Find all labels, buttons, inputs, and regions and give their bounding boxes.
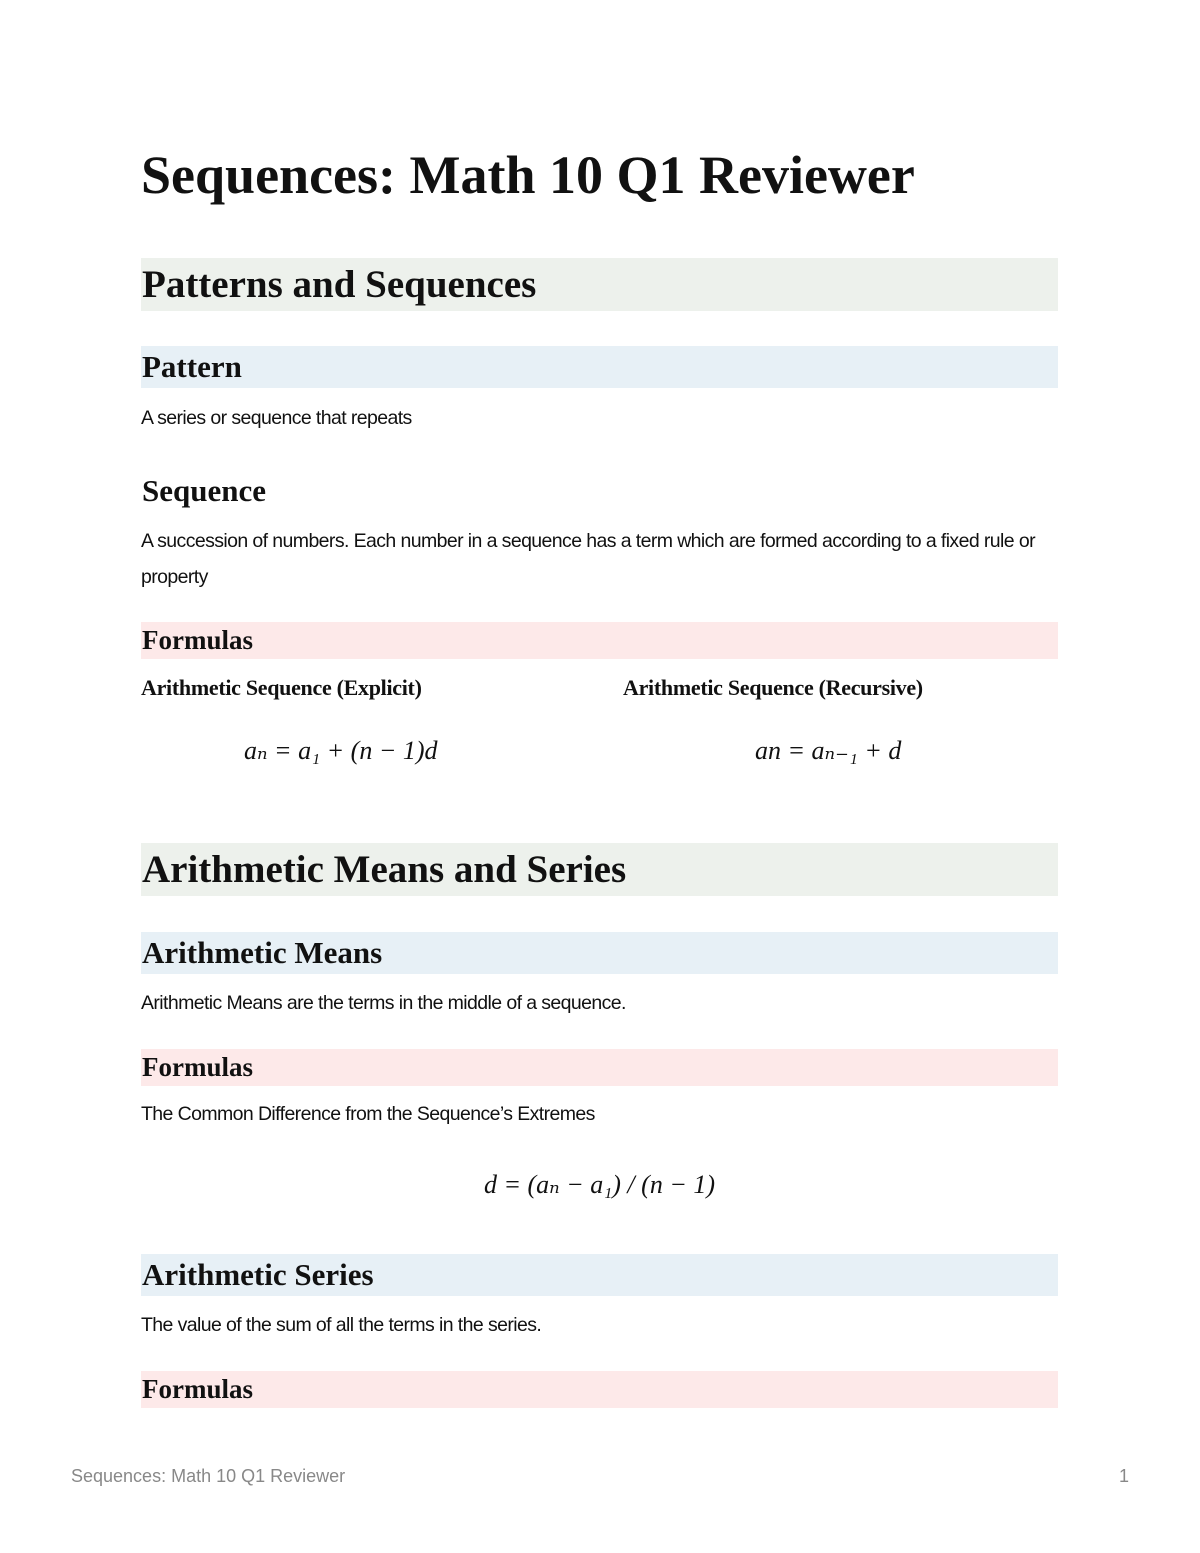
recursive-formula-label: Arithmetic Sequence (Recursive) [623,675,923,700]
recursive-formula: an = aₙ₋₁ + d [755,736,902,765]
explicit-formula: aₙ = a₁ + (n − 1)d [244,736,438,765]
heading-sequence: Sequence [142,473,266,508]
footer-title: Sequences: Math 10 Q1 Reviewer [71,1466,346,1486]
heading-arithmetic-series: Arithmetic Series [141,1254,1058,1296]
document-title: Sequences: Math 10 Q1 Reviewer [141,145,915,205]
section-heading-patterns: Patterns and Sequences [141,258,1058,311]
series-definition: The value of the sum of all the terms in the series. [141,1314,542,1336]
explicit-formula-label: Arithmetic Sequence (Explicit) [141,675,422,700]
heading-pattern: Pattern [141,346,1058,388]
heading-formulas-series: Formulas [141,1371,1058,1408]
heading-formulas: Formulas [141,622,1058,659]
sequence-definition: A succession of numbers. Each number in a sequence has a term which are formed according to a fixed rule or property [141,530,1035,588]
common-difference-formula: d = (aₙ − a₁) / (n − 1) [483,1170,716,1199]
page-number: 1 [1119,1466,1130,1486]
pattern-definition: A series or sequence that repeats [141,407,412,429]
means-definition: Arithmetic Means are the terms in the middle of a sequence. [141,992,626,1014]
section-heading-means: Arithmetic Means and Series [141,843,1058,896]
heading-formulas-means: Formulas [141,1049,1058,1086]
common-difference-label: The Common Difference from the Sequence’s Extremes [141,1103,595,1125]
heading-arithmetic-means: Arithmetic Means [141,932,1058,974]
